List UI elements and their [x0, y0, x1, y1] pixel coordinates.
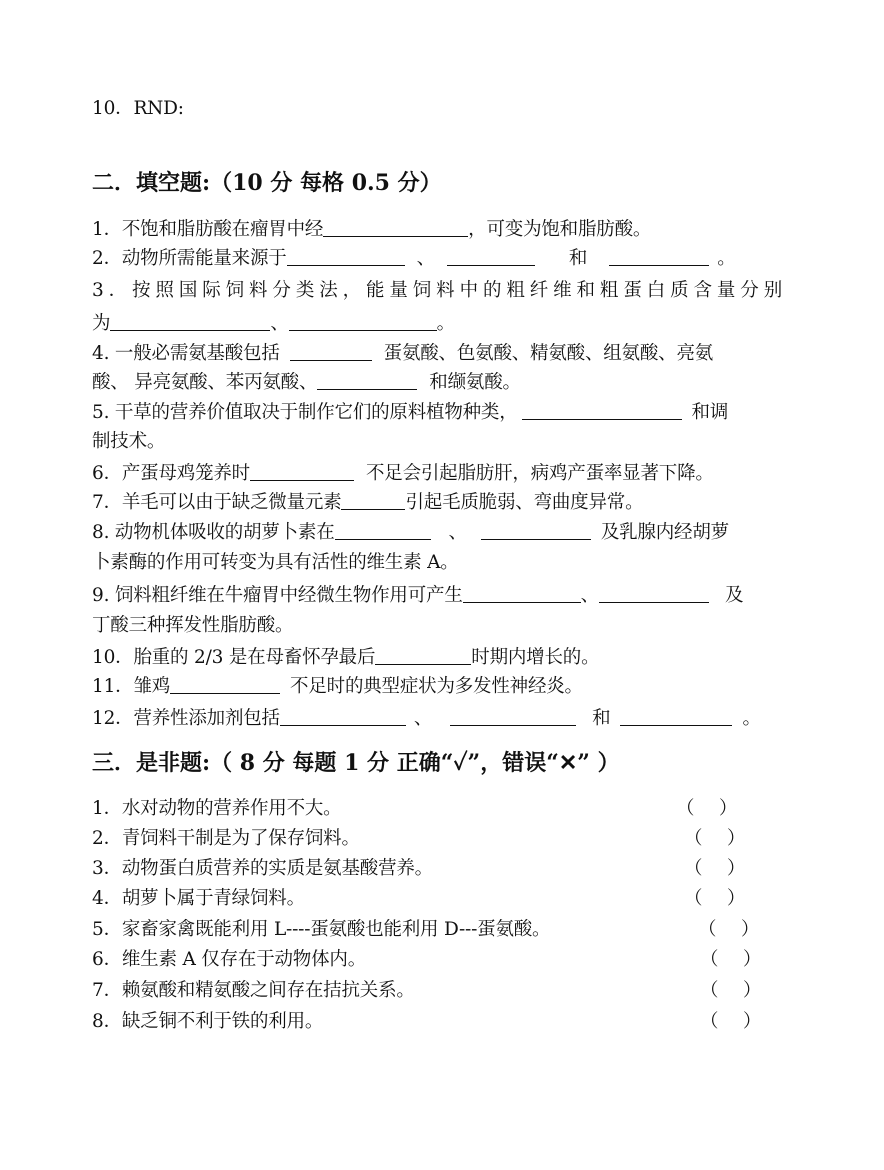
q11-text-a: 11．雏鸡	[92, 676, 171, 697]
q11-blank-1[interactable]	[170, 675, 280, 694]
q9-blank-1[interactable]	[463, 584, 581, 603]
fill-q8-line2: 卜素酶的作用可转变为具有活性的维生素 A。	[92, 552, 459, 573]
q9-blank-2[interactable]	[599, 584, 709, 603]
q1-blank-1[interactable]	[323, 218, 468, 237]
section-3-title: 三．是非题:（ 8 分 每题 1 分 正确“✓”，错误“✕” ）	[92, 750, 620, 776]
fill-q10	[92, 645, 782, 670]
q8-text-a: 8. 动物机体吸收的胡萝卜素在	[92, 522, 335, 543]
q4-text-a: 4. 一般必需氨基酸包括	[92, 343, 280, 364]
q12-blank-2[interactable]	[450, 707, 576, 726]
q3-blank-1[interactable]	[110, 312, 270, 331]
q10-blank-1[interactable]	[375, 646, 471, 665]
tf-item-3: 3．动物蛋白质营养的实质是氨基酸营养。	[92, 858, 433, 879]
q3-text-c: 。	[436, 313, 455, 334]
fill-q11	[92, 674, 782, 699]
item-10-rnd: 10．RND:	[92, 98, 184, 119]
q9-text-b: 、	[580, 585, 599, 606]
q7-blank-1[interactable]	[341, 491, 405, 510]
q3-blank-2[interactable]	[289, 312, 437, 331]
q4-text-b: 蛋氨酸、色氨酸、精氨酸、组氨酸、亮氨	[383, 343, 714, 364]
tf-item-7: 7．赖氨酸和精氨酸之间存在拮抗关系。	[92, 980, 415, 1001]
tf-answer-3[interactable]: （ ）	[684, 858, 746, 879]
q6-blank-1[interactable]	[250, 462, 354, 481]
q9-text-c: 及	[724, 585, 744, 606]
q2-text-b: 、	[416, 248, 435, 269]
q3-text-b: 、	[270, 313, 289, 334]
q1-text-a: 1．不饱和脂肪酸在瘤胃中经	[92, 219, 324, 240]
tf-item-2: 2．青饲料干制是为了保存饲料。	[92, 828, 360, 849]
q12-text-d: 。	[742, 708, 761, 729]
q2-blank-3[interactable]	[609, 247, 709, 266]
q10-text-a: 10．胎重的 2/3 是在母畜怀孕最后	[92, 647, 376, 668]
fill-q8-line1	[92, 520, 782, 545]
q6-text-a: 6．产蛋母鸡笼养时	[92, 463, 250, 484]
tf-item-8: 8．缺乏铜不利于铁的利用。	[92, 1011, 324, 1032]
tf-item-4: 4．胡萝卜属于青绿饲料。	[92, 888, 305, 909]
fill-q1	[92, 217, 782, 242]
q2-blank-1[interactable]	[287, 247, 405, 266]
tf-answer-5[interactable]: （ ）	[698, 919, 760, 940]
q6-text-b: 不足会引起脂肪肝，病鸡产蛋率显著下降。	[365, 463, 714, 484]
tf-answer-6[interactable]: （ ）	[700, 949, 762, 970]
q8-blank-1[interactable]	[335, 521, 431, 540]
q4-blank-2[interactable]	[317, 371, 417, 390]
q2-text-a: 2．动物所需能量来源于	[92, 248, 287, 269]
q5-blank-1[interactable]	[522, 401, 682, 420]
tf-answer-8[interactable]: （ ）	[700, 1011, 762, 1032]
q1-text-b: ，可变为饱和脂肪酸。	[468, 219, 652, 240]
tf-answer-2[interactable]: （ ）	[684, 828, 746, 849]
q12-text-b: 、	[413, 708, 433, 729]
section-2-title: 二．填空题:（10 分 每格 0.5 分）	[92, 170, 442, 196]
q4-text-d: 和缬氨酸。	[429, 372, 521, 393]
q10-text-b: 时期内增长的。	[471, 647, 600, 668]
tf-answer-4[interactable]: （ ）	[684, 888, 746, 909]
fill-q5-line1	[92, 400, 782, 425]
q2-text-c: 和	[568, 248, 588, 269]
tf-item-5: 5．家畜家禽既能利用 L----蛋氨酸也能利用 D---蛋氨酸。	[92, 919, 551, 940]
q11-text-b: 不足时的典型症状为多发性神经炎。	[290, 676, 583, 697]
fill-q12	[92, 706, 782, 731]
tf-answer-1[interactable]: （ ）	[676, 798, 738, 819]
fill-q9-line1	[92, 583, 782, 608]
fill-q4-line2	[92, 370, 782, 395]
tf-item-1: 1．水对动物的营养作用不大。	[92, 798, 342, 819]
q3-text-a: 为	[92, 313, 111, 334]
q8-blank-2[interactable]	[481, 521, 591, 540]
q7-text-a: 7．羊毛可以由于缺乏微量元素	[92, 492, 342, 513]
q4-text-c: 酸、 异亮氨酸、苯丙氨酸、	[92, 372, 318, 393]
q8-text-b: 、	[448, 522, 467, 543]
q12-blank-3[interactable]	[620, 707, 732, 726]
q2-blank-2[interactable]	[447, 247, 535, 266]
q2-text-d: 。	[717, 248, 736, 269]
q12-text-a: 12．营养性添加剂包括	[92, 708, 280, 729]
q9-text-a: 9. 饲料粗纤维在牛瘤胃中经微生物作用可产生	[92, 585, 463, 606]
q12-text-c: 和	[592, 708, 611, 729]
fill-q3-line1: 3．按照国际饲料分类法，能量饲料中的粗纤维和粗蛋白质含量分别	[92, 280, 782, 301]
fill-q2	[92, 246, 782, 271]
fill-q4-line1	[92, 341, 782, 366]
q5-text-b: 和调	[691, 402, 729, 423]
tf-item-6: 6．维生素 A 仅存在于动物体内。	[92, 949, 366, 970]
q4-blank-1[interactable]	[290, 342, 372, 361]
tf-answer-7[interactable]: （ ）	[700, 980, 762, 1001]
fill-q7	[92, 490, 782, 515]
fill-q5-line2: 制技术。	[92, 431, 166, 452]
q7-text-b: 引起毛质脆弱、弯曲度异常。	[405, 492, 644, 513]
fill-q6	[92, 461, 782, 486]
fill-q9-line2: 丁酸三种挥发性脂肪酸。	[92, 615, 294, 636]
fill-q3-line2	[92, 311, 782, 336]
q8-text-c: 及乳腺内经胡萝	[600, 522, 729, 543]
q12-blank-1[interactable]	[280, 707, 406, 726]
q5-text-a: 5. 干草的营养价值取决于制作它们的原料植物种类，	[92, 402, 518, 423]
